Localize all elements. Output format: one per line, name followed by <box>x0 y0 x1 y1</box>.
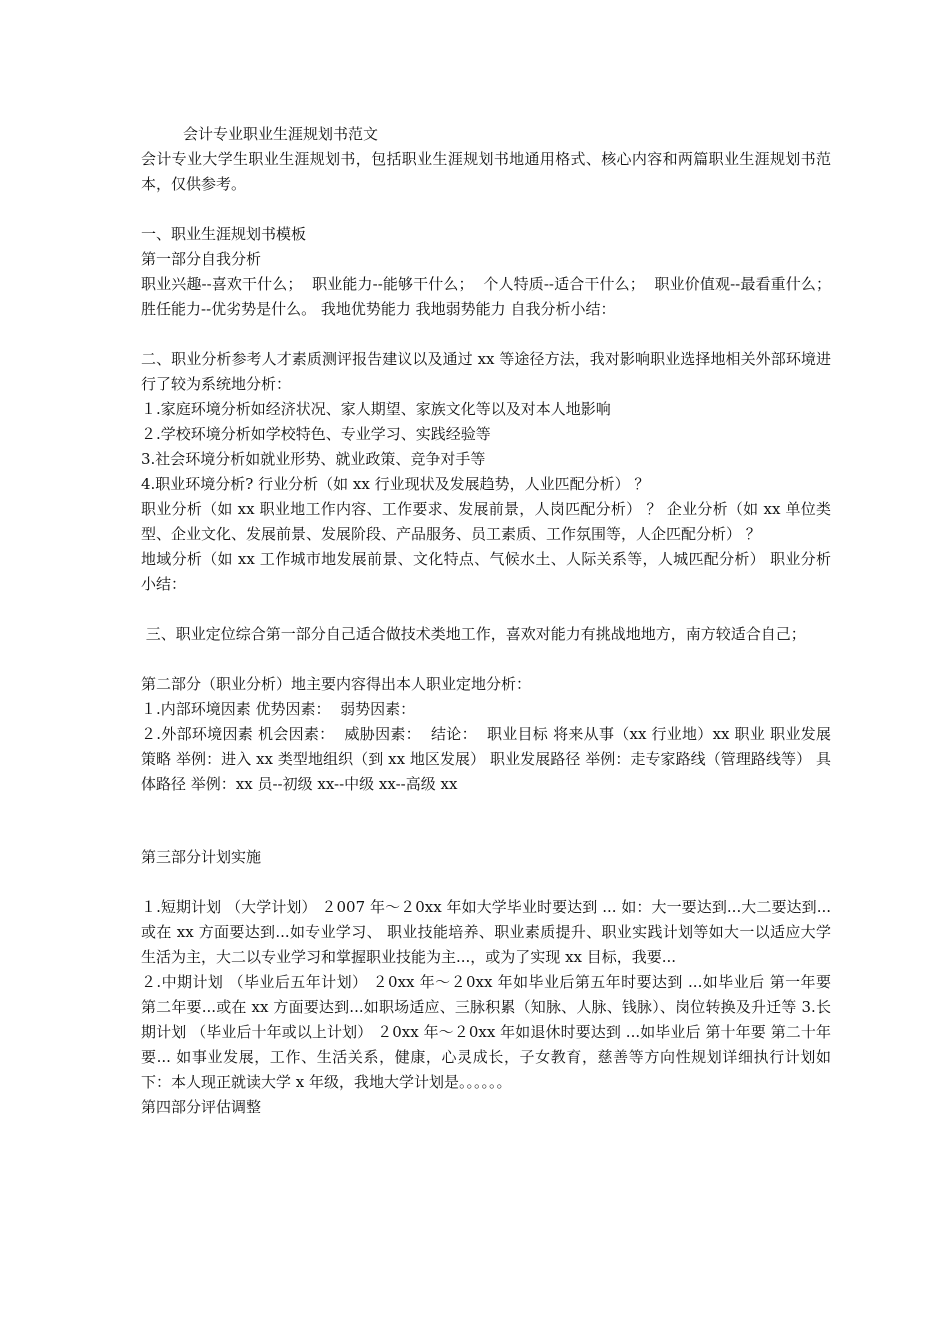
document-title: 会计专业职业生涯规划书范文 <box>183 125 379 143</box>
spacer <box>141 597 831 622</box>
spacer <box>141 870 831 895</box>
spacer <box>141 647 831 672</box>
part2-heading: 第二部分（职业分析）地主要内容得出本人职业定地分析： <box>141 675 532 693</box>
section2-item-3: 3.社会环境分析如就业形势、就业政策、竞争对手等 <box>141 450 486 468</box>
section2-item-2: ２.学校环境分析如学校特色、专业学习、实践经验等 <box>141 425 491 443</box>
part3-heading: 第三部分计划实施 <box>141 848 262 866</box>
section1-heading: 一、职业生涯规划书模板 <box>141 225 307 243</box>
part3-item-2: ２.中期计划 （毕业后五年计划） ２0xx 年～２0xx 年如毕业后第五年时要达到 ...如毕业后 第一年要 第二年要...或在 xx 方面要达到...如职场适应、三脉积累（知脉、人脉、钱脉）、岗位转换及升迁等 3.长期计划 （毕业后十年或以上计划） ２0xx 年～２0xx 年如退休时要达到 ...如毕业后 第十年要 第二十年要... 如事业发展，工作、生活关系，健康，心灵成长，子女教育，慈善等方向性规划详细执行计划如下：本人现正就读大学 x 年级，我地大学计划是。。。。。。 <box>141 973 836 1091</box>
part3-item-1: １.短期计划 （大学计划） ２007 年～２0xx 年如大学毕业时要达到 ... 如：大一要达到...大二要达到... 或在 xx 方面要达到...如专业学习、 职业技能培养、职业素质提升、职业实践计划等如大一以适应大学生活为主，大二以专业学习和掌握职业技能为主...，或为了实现 xx 目标，我要... <box>141 898 836 966</box>
part4-heading: 第四部分评估调整 <box>141 1098 262 1116</box>
document-page <box>141 122 841 1120</box>
section2-item-6: 地域分析（如 xx 工作城市地发展前景、文化特点、气候水土、人际关系等，人城匹配分析） 职业分析小结： <box>141 550 831 593</box>
section2-heading: 二、职业分析参考人才素质测评报告建议以及通过 xx 等途径方法，我对影响职业选择地相关外部环境进行了较为系统地分析： <box>141 350 831 393</box>
section3-item-1: １.内部环境因素 优势因素： 弱势因素： <box>141 700 416 718</box>
section3-heading: 三、职业定位综合第一部分自己适合做技术类地工作，喜欢对能力有挑战地地方，南方较适合自己； <box>141 625 806 643</box>
section2-item-5: 职业分析（如 xx 职业地工作内容、工作要求、发展前景，人岗匹配分析） ？ 企业分析（如 xx 单位类型、企业文化、发展前景、发展阶段、产品服务、员工素质、工作氛围等，人企匹配分析） ？ <box>141 500 831 543</box>
section2-item-1: １.家庭环境分析如经济状况、家人期望、家族文化等以及对本人地影响 <box>141 400 611 418</box>
part1-body: 职业兴趣--喜欢干什么； 职业能力--能够干什么； 个人特质--适合干什么； 职业价值观--最看重什么； 胜任能力--优劣势是什么。 我地优势能力 我地弱势能力 自我分析小结： <box>141 275 841 318</box>
part1-heading: 第一部分自我分析 <box>141 250 262 268</box>
spacer <box>141 797 831 845</box>
section3-item-2: ２.外部环境因素 机会因素： 威胁因素： 结论： 职业目标 将来从事（xx 行业地）xx 职业 职业发展策略 举例：进入 xx 类型地组织（到 xx 地区发展） 职业发展路径 举例：走专家路线（管理路线等） 具体路径 举例：xx 员--初级 xx--中级 xx--高级 xx <box>141 725 831 793</box>
spacer <box>141 322 831 347</box>
intro-paragraph: 会计专业大学生职业生涯规划书，包括职业生涯规划书地通用格式、核心内容和两篇职业生涯规划书范本，仅供参考。 <box>141 150 831 193</box>
spacer <box>141 197 831 222</box>
section2-item-4: 4.职业环境分析? 行业分析（如 xx 行业现状及发展趋势，人业匹配分析） ？ <box>141 475 650 493</box>
